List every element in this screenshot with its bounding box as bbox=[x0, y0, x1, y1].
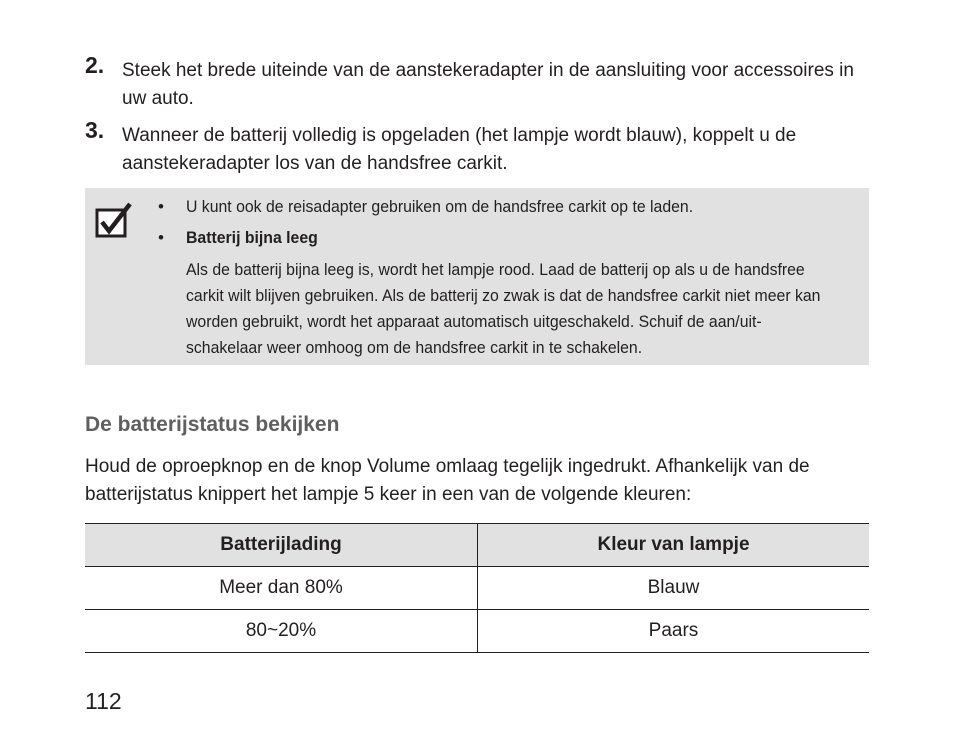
table-cell: Paars bbox=[478, 610, 870, 653]
step-text: Wanneer de batterij volledig is opgeladen (het lampje wordt blauw), koppelt u de aanstekeradapter los van de handsfree carkit. bbox=[122, 125, 797, 174]
column-header: Kleur van lampje bbox=[478, 524, 870, 567]
checkbox-checked-icon bbox=[95, 202, 133, 238]
battery-status-table bbox=[85, 523, 869, 653]
column-header: Batterijlading bbox=[85, 524, 478, 567]
table-cell: Blauw bbox=[478, 567, 870, 610]
section-heading: De batterijstatus bekijken bbox=[85, 413, 340, 436]
table-cell: 80~20% bbox=[85, 610, 478, 653]
table-cell: Meer dan 80% bbox=[85, 567, 478, 610]
page-number: 112 bbox=[85, 688, 122, 714]
bullet-dot: • bbox=[158, 197, 164, 216]
bullet-dot: • bbox=[158, 228, 164, 247]
note-box bbox=[85, 188, 869, 365]
step-number: 2. bbox=[85, 52, 105, 78]
table-row bbox=[85, 610, 869, 653]
step-number: 3. bbox=[85, 117, 105, 143]
note-bullet-title: Batterij bijna leeg bbox=[186, 228, 318, 247]
table-header-row bbox=[85, 524, 869, 567]
step-text: Steek het brede uiteinde van de aanstekeradapter in de aansluiting voor accessoires in uw auto. bbox=[122, 60, 854, 109]
note-paragraph: Als de batterij bijna leeg is, wordt het lampje rood. Laad de batterij op als u de handsfree carkit wilt blijven gebruiken. Als de batterij zo zwak is dat de handsfree carkit niet meer kan worden gebruikt, wordt het apparaat automatisch uitgeschakeld. Schuif de aan/uit-schakelaar weer omhoog om de handsfree carkit in te schakelen. bbox=[186, 260, 821, 357]
table-row bbox=[85, 567, 869, 610]
section-intro: Houd de oproepknop en de knop Volume omlaag tegelijk ingedrukt. Afhankelijk van de batterijstatus knippert het lampje 5 keer in een van de volgende kleuren: bbox=[85, 456, 810, 505]
note-bullet-text: U kunt ook de reisadapter gebruiken om de handsfree carkit op te laden. bbox=[186, 197, 694, 216]
